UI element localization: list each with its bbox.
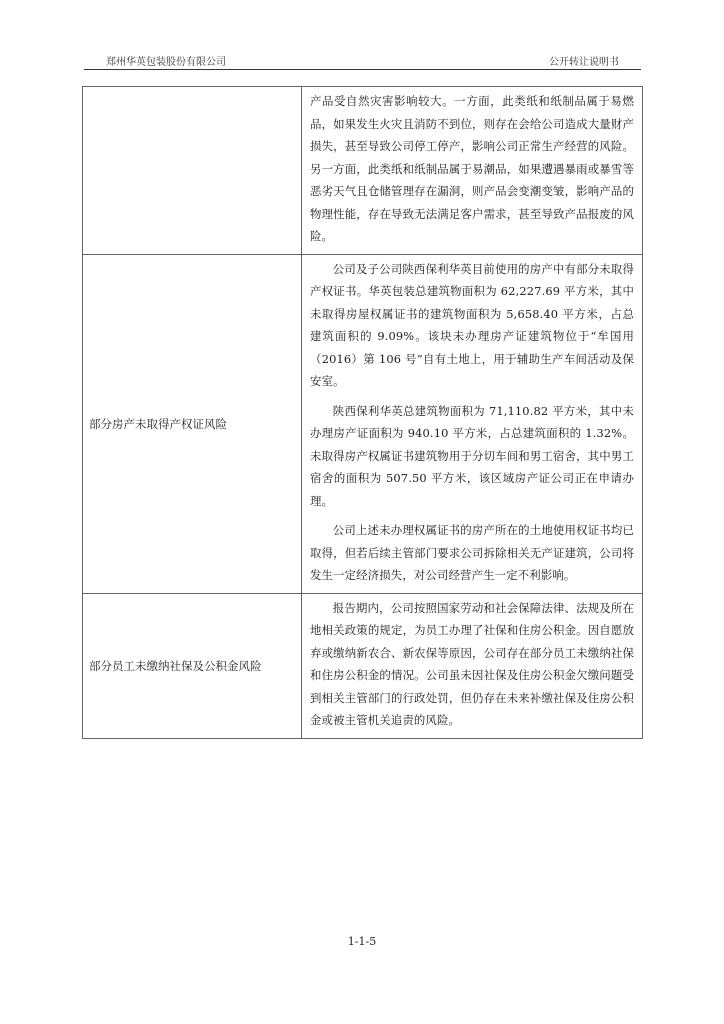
risk-description-paragraph: 公司上述未办理权属证书的房产所在的土地使用权证书均已取得，但若后续主管部门要求公司拆除相关无产证建筑，公司将发生一定经济损失，对公司经营产生一定不利影响。 <box>310 523 634 582</box>
risk-factor-table <box>82 86 643 739</box>
table-row <box>83 254 643 593</box>
header-company-name: 郑州华英包装股份有限公司 <box>106 57 226 68</box>
table-row <box>83 87 643 255</box>
risk-description-paragraph: 公司及子公司陕西保利华英目前使用的房产中有部分未取得产权证书。华英包装总建筑物面积为 62,227.69 平方米，其中未取得房屋权属证书的建筑物面积为 5,658.40 平方米，占总建筑面积的 9.09%。该块未办理房产证建筑物位于“牟国用（2016）第 106 号”自有土地上，用于辅助生产车间活动及保安室。 <box>310 261 634 388</box>
page-header <box>84 49 641 70</box>
header-document-title: 公开转让说明书 <box>549 57 619 68</box>
risk-name-cell <box>83 87 302 255</box>
risk-name-cell: 部分房产未取得产权证风险 <box>83 254 302 593</box>
risk-name-cell: 部分员工未缴纳社保及公积金风险 <box>83 593 302 738</box>
page-number: 1-1-5 <box>347 935 377 948</box>
risk-description-cell <box>302 254 643 593</box>
risk-description-cell <box>302 87 643 255</box>
risk-description-cell <box>302 593 643 738</box>
risk-description-paragraph: 报告期内，公司按照国家劳动和社会保障法律、法规及所在地相关政策的规定，为员工办理了社保和住房公积金。因自愿放弃或缴纳新农合、新农保等原因，公司存在部分员工未缴纳社保和住房公积金的情况。公司虽未因社保及住房公积金欠缴问题受到相关主管部门的行政处罚，但仍存在未来补缴社保及住房公积金或被主管机关追责的风险。 <box>310 600 634 727</box>
risk-description-paragraph: 陕西保利华英总建筑物面积为 71,110.82 平方米，其中未办理房产证面积为 940.10 平方米，占总建筑面积的 1.32%。未取得房产权属证书建筑物用于分切车间和男工宿舍，其中男工宿舍的面积为 507.50 平方米，该区域房产证公司正在申请办理。 <box>310 403 634 508</box>
table-row <box>83 593 643 738</box>
risk-description-paragraph: 产品受自然灾害影响较大。一方面，此类纸和纸制品属于易燃品，如果发生火灾且消防不到位，则存在会给公司造成大量财产损失，甚至导致公司停工停产，影响公司正常生产经营的风险。另一方面，此类纸和纸制品属于易潮品，如果遭遇暴雨或暴雪等恶劣天气且仓储管理存在漏洞，则产品会变潮变皱，影响产品的物理性能，存在导致无法满足客户需求，甚至导致产品报废的风险。 <box>310 94 634 243</box>
